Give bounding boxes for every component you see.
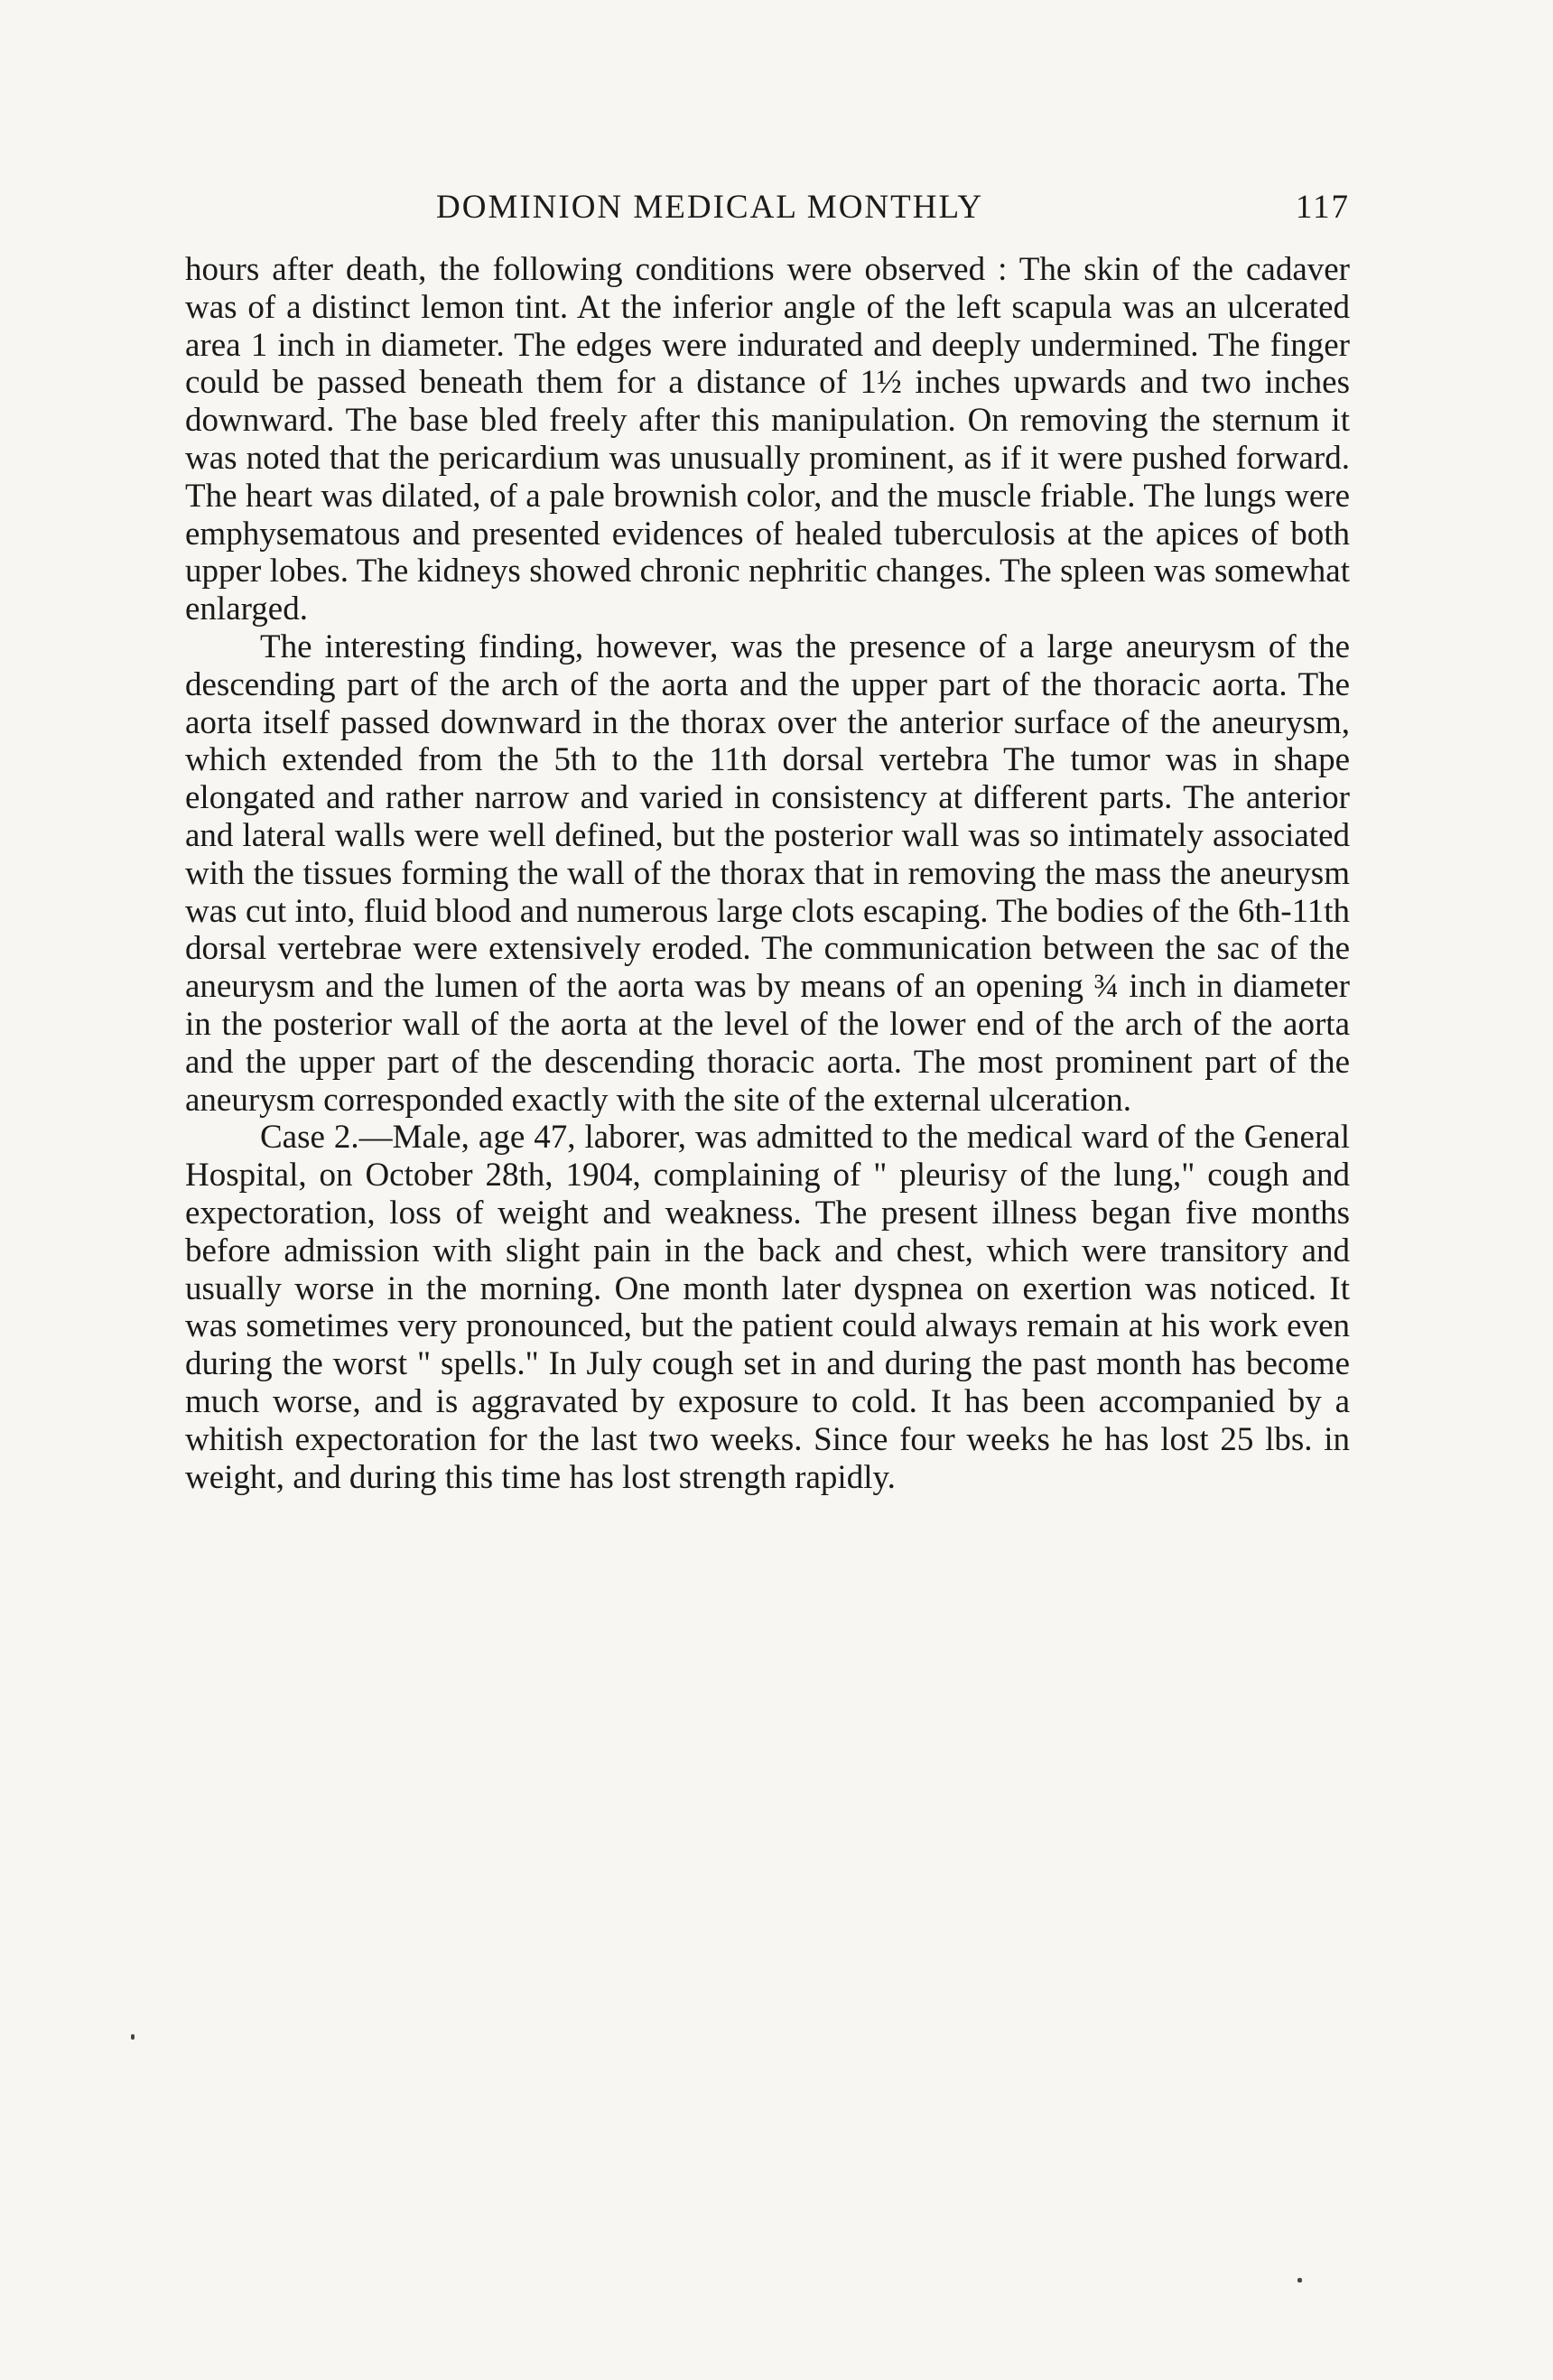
stray-ink-mark [131,2034,135,2040]
running-header [185,188,1350,233]
page-number: 117 [1295,189,1350,226]
journal-title: DOMINION MEDICAL MONTHLY [436,189,984,226]
stray-ink-mark [1297,2278,1302,2282]
paragraph-autopsy-findings: hours after death, the following conditions were observed : The skin of the cadaver was of a distinct lemon tint. At the inferior angle of the left scapula was an ulcerated area 1 inch in diameter. The edges were indurated and deeply undermined. The finger could be passed beneath them for a distance of 1½ inches upwards and two inches downward. The base bled freely after this manipulation. On removing the sternum it was noted that the pericardium was unusually prominent, as if it were pushed forward. The heart was dilated, of a pale brownish color, and the muscle friable. The lungs were emphysematous and presented evidences of healed tuberculosis at the apices of both upper lobes. The kidneys showed chronic nephritic changes. The spleen was somewhat enlarged. [185,251,1350,628]
paragraph-aneurysm-finding: The interesting finding, however, was the presence of a large aneurysm of the descending part of the arch of the aorta and the upper part of the thoracic aorta. The aorta itself passed downward in the thorax over the anterior surface of the aneurysm, which extended from the 5th to the 11th dorsal vertebra The tumor was in shape elongated and rather narrow and varied in consistency at different parts. The anterior and lateral walls were well defined, but the posterior wall was so intimately associated with the tissues forming the wall of the thorax that in removing the mass the aneurysm was cut into, fluid blood and numerous large clots escaping. The bodies of the 6th-11th dorsal vertebrae were extensively eroded. The communication between the sac of the aneurysm and the lumen of the aorta was by means of an opening ¾ inch in diameter in the posterior wall of the aorta at the level of the lower end of the arch of the aorta and the upper part of the descending thoracic aorta. The most prominent part of the aneurysm corresponded exactly with the site of the external ulceration. [185,628,1350,1119]
paragraph-case-2: Case 2.—Male, age 47, laborer, was admitted to the medical ward of the General Hospital, on October 28th, 1904, complaining of " pleurisy of the lung," cough and expectoration, loss of weight and weakness. The present illness began five months before admission with slight pain in the back and chest, which were transitory and usually worse in the morning. One month later dyspnea on exertion was noticed. It was sometimes very pronounced, but the patient could always remain at his work even during the worst " spells." In July cough set in and during the past month has become much worse, and is aggravated by exposure to cold. It has been accompanied by a whitish expectoration for the last two weeks. Since four weeks he has lost 25 lbs. in weight, and during this time has lost strength rapidly. [185,1119,1350,1496]
article-body [185,251,1350,1496]
